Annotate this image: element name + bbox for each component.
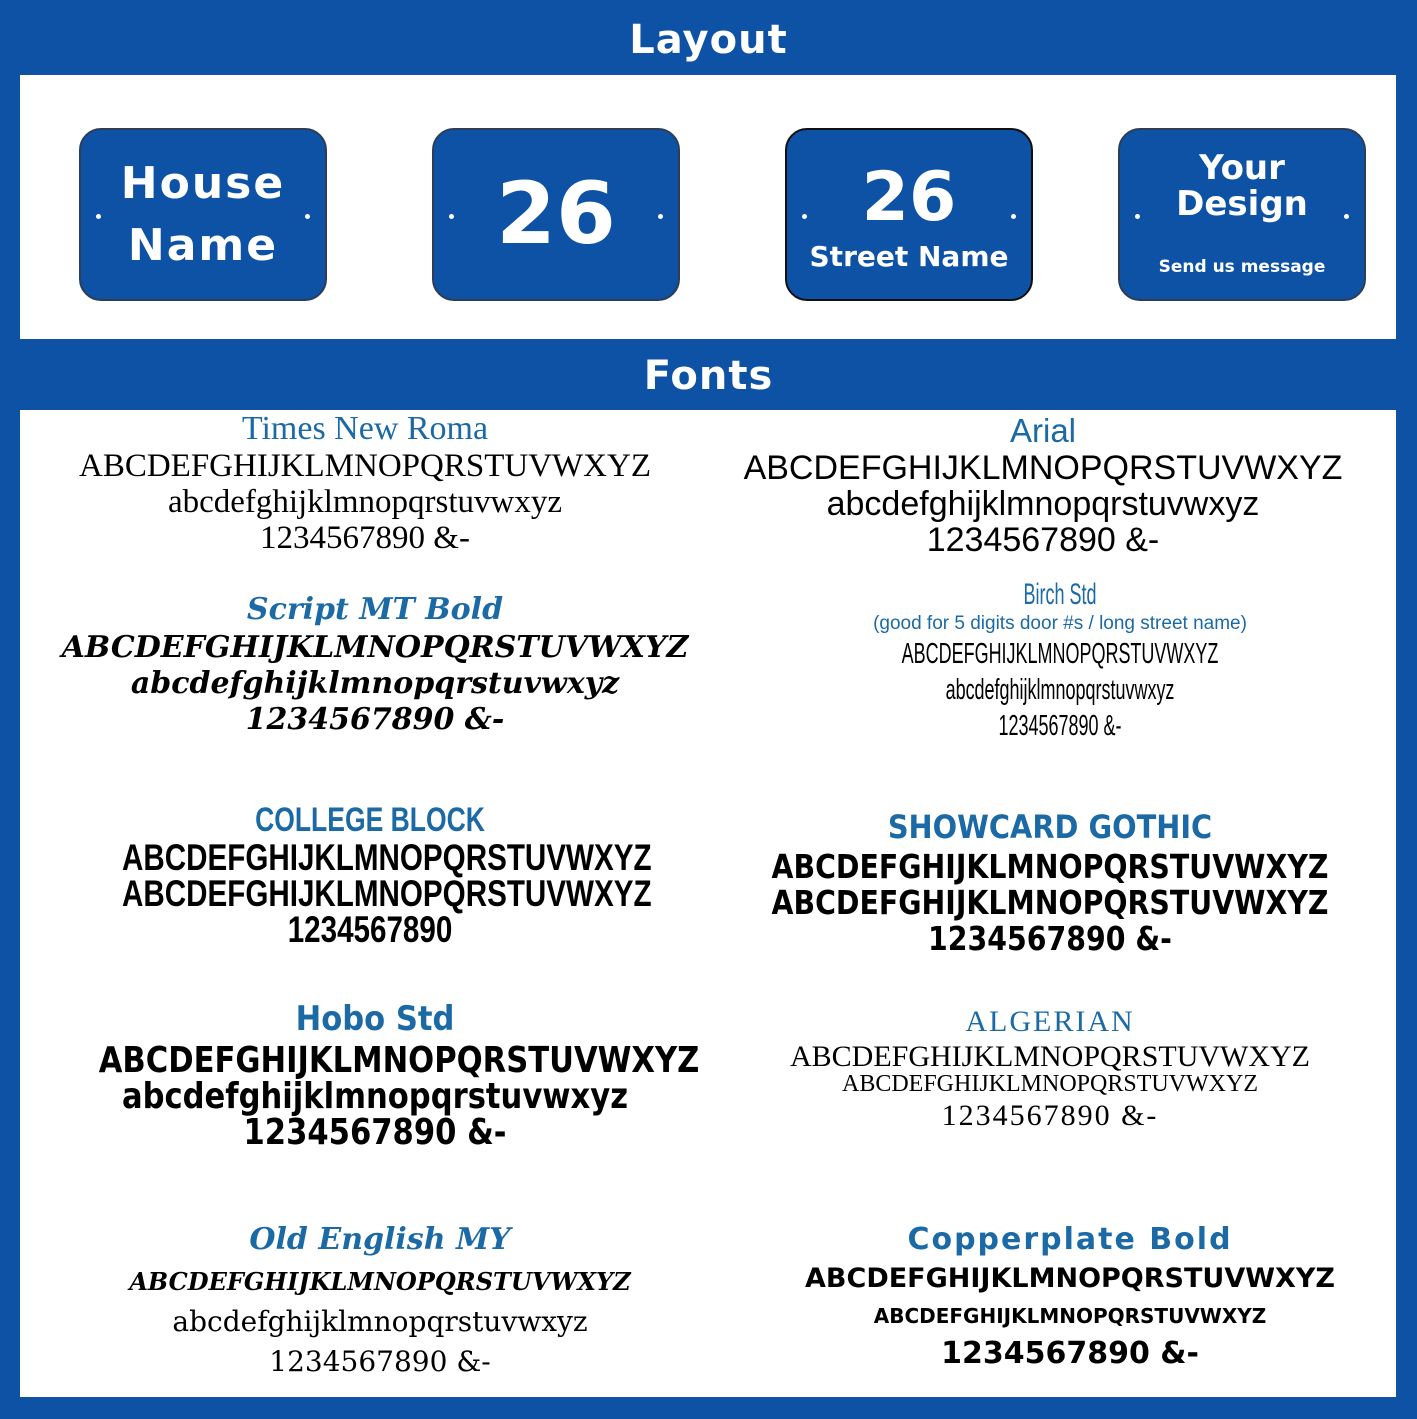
digits-sample: 1234567890 &- — [260, 520, 470, 556]
font-name: Script MT Bold — [246, 592, 504, 627]
uppercase-sample: ABCDEFGHIJKLMNOPQRSTUVWXYZ — [805, 1263, 1335, 1294]
uppercase-sample: ABCDEFGHIJKLMNOPQRSTUVWXYZ — [901, 638, 1219, 670]
font-sample-old-english — [40, 1218, 720, 1382]
font-name: Arial — [1009, 412, 1077, 449]
uppercase-sample: ABCDEFGHIJKLMNOPQRSTUVWXYZ — [743, 449, 1343, 487]
font-sample-algerian — [740, 1002, 1360, 1136]
font-sample-copperplate — [740, 1220, 1400, 1374]
lowercase-sample: abcdefghijklmnopqrstuvwxyz — [130, 666, 620, 701]
plate-message-text: Send us message — [1158, 257, 1326, 277]
uppercase-sample-2: ABCDEFGHIJKLMNOPQRSTUVWXYZ — [841, 1071, 1258, 1097]
plate-number-text: 26 — [861, 158, 957, 237]
uppercase-sample: ABCDEFGHIJKLMNOPQRSTUVWXYZ — [122, 837, 652, 878]
digits-sample: 1234567890 &- — [941, 1099, 1159, 1132]
mounting-hole-icon — [305, 214, 310, 219]
fonts-panel — [20, 410, 1396, 1397]
font-name: SHOWCARD GOTHIC — [887, 808, 1213, 846]
font-sample-hobo — [50, 995, 700, 1151]
plate-line-2: Design — [1176, 184, 1308, 224]
layout-panel — [20, 75, 1396, 339]
fonts-title: Fonts — [643, 353, 774, 399]
plate-line-2: Name — [127, 220, 279, 271]
font-sample-showcard — [720, 805, 1380, 957]
plate-number-text: 26 — [496, 164, 616, 264]
plate-house-name — [79, 128, 327, 301]
uppercase-sample: ABCDEFGHIJKLMNOPQRSTUVWXYZ — [789, 1040, 1311, 1073]
lowercase-sample: abcdefghijklmnopqrstuvwxyz — [121, 1076, 629, 1117]
lowercase-sample: abcdefghijklmnopqrstuvwxyz — [826, 485, 1260, 523]
uppercase-sample: ABCDEFGHIJKLMNOPQRSTUVWXYZ — [98, 1040, 700, 1081]
digits-sample: 1234567890 &- — [928, 919, 1172, 958]
font-name: Hobo Std — [295, 999, 455, 1039]
plate-street-text: Street Name — [809, 240, 1009, 273]
font-name: Copperplate Bold — [907, 1222, 1233, 1257]
digits-sample: 1234567890 — [287, 909, 453, 950]
digits-sample: 1234567890 &- — [245, 702, 505, 737]
uppercase-sample: ABCDEFGHIJKLMNOPQRSTUVWXYZ — [78, 448, 652, 484]
uppercase-sample-2: ABCDEFGHIJKLMNOPQRSTUVWXYZ — [771, 883, 1329, 922]
font-sample-arial — [720, 412, 1366, 558]
lowercase-sample: abcdefghijklmnopqrstuvwxyz — [167, 484, 563, 520]
font-sample-birch — [800, 578, 1320, 744]
plate-line-1: Your — [1199, 148, 1285, 188]
plate-number-street — [785, 128, 1033, 301]
uppercase-sample-2: ABCDEFGHIJKLMNOPQRSTUVWXYZ — [873, 1304, 1267, 1328]
uppercase-sample: ABCDEFGHIJKLMNOPQRSTUVWXYZ — [771, 847, 1329, 886]
layout-title: Layout — [629, 17, 788, 63]
font-name: ALGERIAN — [965, 1005, 1135, 1038]
uppercase-sample: ABCDEFGHIJKLMNOPQRSTUVWXYZ — [61, 630, 689, 665]
lowercase-sample: abcdefghijklmnopqrstuvwxyz — [945, 674, 1175, 706]
font-name: Times New Roma — [241, 410, 489, 447]
plate-number — [432, 128, 680, 301]
font-name: COLLEGE BLOCK — [255, 801, 485, 839]
digits-sample: 1234567890 &- — [243, 1112, 507, 1153]
mounting-hole-icon — [96, 214, 101, 219]
digits-sample: 1234567890 &- — [926, 521, 1160, 559]
lowercase-sample: abcdefghijklmnopqrstuvwxyz — [172, 1305, 588, 1338]
plate-line-1: House — [120, 158, 286, 209]
digits-sample: 1234567890 &- — [269, 1345, 491, 1378]
digits-sample: 1234567890 &- — [998, 710, 1122, 742]
font-sample-script — [30, 590, 720, 738]
uppercase-sample: ABCDEFGHIJKLMNOPQRSTUVWXYZ — [129, 1267, 631, 1296]
uppercase-sample-2: ABCDEFGHIJKLMNOPQRSTUVWXYZ — [122, 873, 652, 914]
plate-your-design — [1118, 128, 1366, 301]
font-name: Birch Std — [1023, 578, 1097, 611]
font-name: Old English MY — [249, 1222, 511, 1257]
font-sample-college — [60, 800, 680, 948]
digits-sample: 1234567890 &- — [941, 1336, 1199, 1371]
font-sample-times — [30, 410, 700, 556]
font-note: (good for 5 digits door #s / long street name) — [873, 613, 1247, 634]
